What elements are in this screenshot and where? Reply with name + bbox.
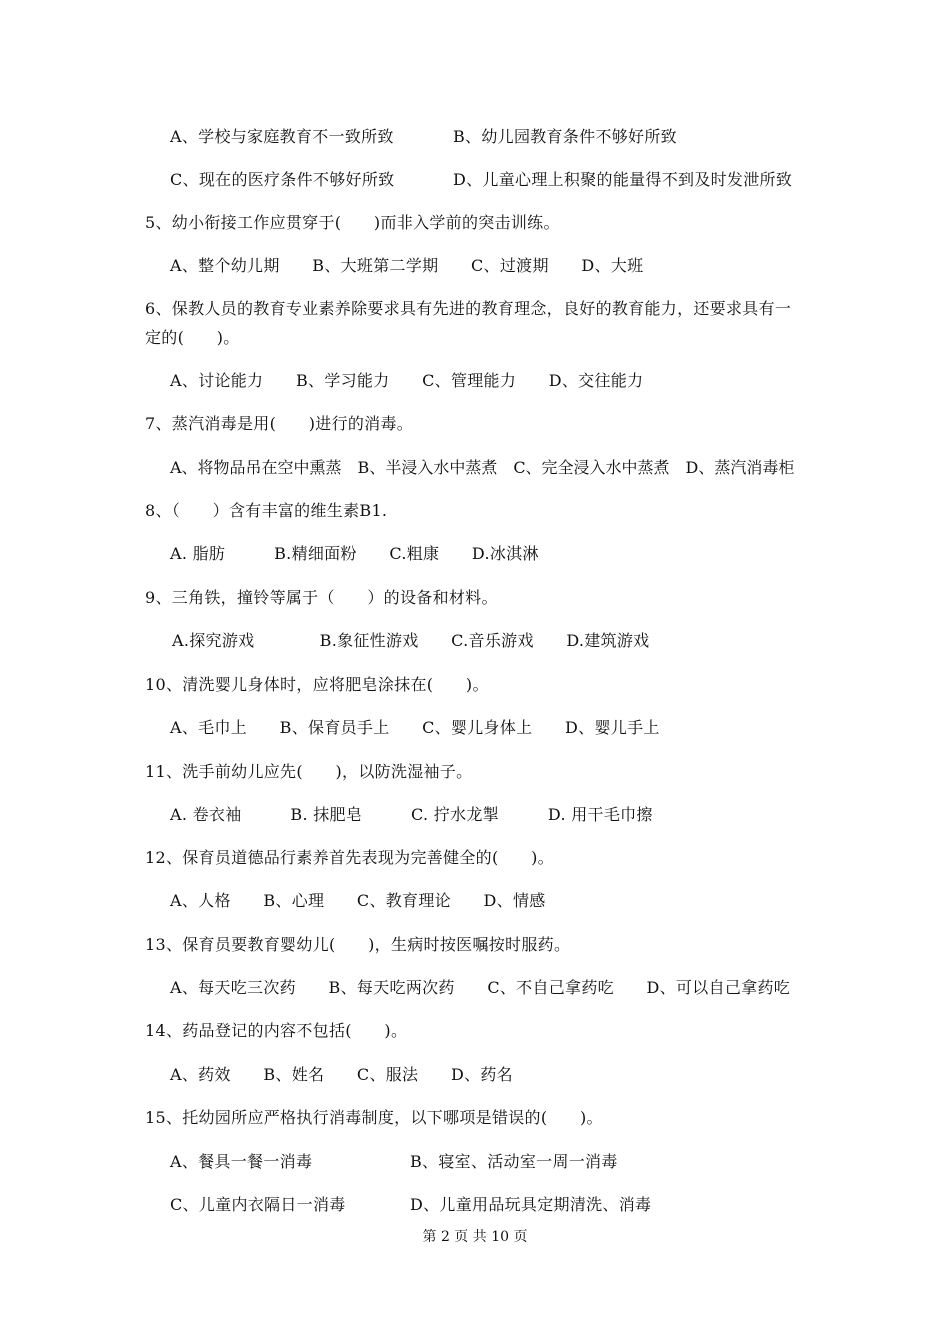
q7-stem: 7、蒸汽消毒是用( )进行的消毒。 — [145, 414, 414, 433]
q9-stem: 9、三角铁，撞铃等属于（ ）的设备和材料。 — [145, 588, 498, 607]
q6-stem-line1: 6、保教人员的教育专业素养除要求具有先进的教育理念，良好的教育能力，还要求具有一 — [145, 299, 792, 318]
q10-stem: 10、清洗婴儿身体时，应将肥皂涂抹在( )。 — [145, 675, 489, 694]
q14-stem: 14、药品登记的内容不包括( )。 — [145, 1021, 408, 1040]
q6-stem-line2: 定的( )。 — [145, 328, 240, 347]
q4-option-d: D、儿童心理上积聚的能量得不到及时发泄所致 — [453, 170, 793, 189]
q11-options: A. 卷衣袖 B. 抹肥皂 C. 拧水龙掣 D. 用干毛巾擦 — [170, 805, 653, 824]
q5-stem: 5、幼小衔接工作应贯穿于( )而非入学前的突击训练。 — [145, 213, 560, 232]
q8-stem: 8、（ ）含有丰富的维生素B1. — [145, 501, 388, 520]
q15-option-d: D、儿童用品玩具定期清洗、消毒 — [410, 1195, 652, 1214]
page-footer: 第 2 页 共 10 页 — [422, 1229, 528, 1245]
q12-options: A、人格 B、心理 C、教育理论 D、情感 — [170, 891, 546, 910]
q9-options: A.探究游戏 B.象征性游戏 C.音乐游戏 D.建筑游戏 — [172, 631, 650, 650]
q8-options: A. 脂肪 B.精细面粉 C.粗康 D.冰淇淋 — [170, 544, 539, 563]
q14-options: A、药效 B、姓名 C、服法 D、药名 — [170, 1065, 513, 1084]
q4-option-a: A、学校与家庭教育不一致所致 — [170, 127, 394, 146]
q4-option-c: C、现在的医疗条件不够好所致 — [170, 170, 395, 189]
q6-options: A、讨论能力 B、学习能力 C、管理能力 D、交往能力 — [170, 371, 644, 390]
q13-options: A、每天吃三次药 B、每天吃两次药 C、不自己拿药吃 D、可以自己拿药吃 — [170, 978, 791, 997]
q5-options: A、整个幼儿期 B、大班第二学期 C、过渡期 D、大班 — [170, 256, 644, 275]
q15-option-c: C、儿童内衣隔日一消毒 — [170, 1195, 346, 1214]
q15-option-a: A、餐具一餐一消毒 — [170, 1152, 313, 1171]
q7-options: A、将物品吊在空中熏蒸 B、半浸入水中蒸煮 C、完全浸入水中蒸煮 D、蒸汽消毒柜 — [170, 458, 795, 477]
q4-option-b: B、幼儿园教育条件不够好所致 — [453, 127, 677, 146]
q11-stem: 11、洗手前幼儿应先( )，以防洗湿袖子。 — [145, 762, 473, 781]
q12-stem: 12、保育员道德品行素养首先表现为完善健全的( )。 — [145, 848, 554, 867]
q15-stem: 15、托幼园所应严格执行消毒制度，以下哪项是错误的( )。 — [145, 1108, 603, 1127]
q10-options: A、毛巾上 B、保育员手上 C、婴儿身体上 D、婴儿手上 — [170, 718, 660, 737]
q13-stem: 13、保育员要教育婴幼儿( )，生病时按医嘱按时服药。 — [145, 935, 571, 954]
q15-option-b: B、寝室、活动室一周一消毒 — [410, 1152, 618, 1171]
